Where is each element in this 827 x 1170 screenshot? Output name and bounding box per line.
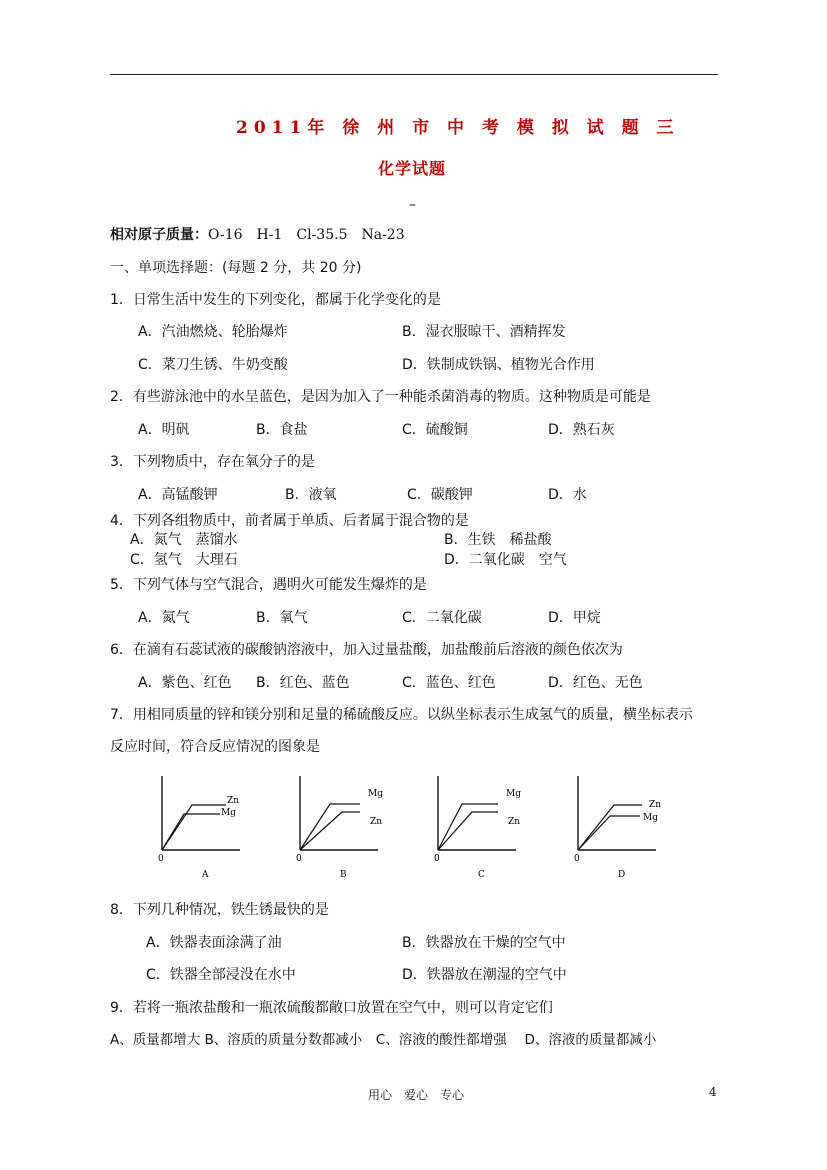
option: A．紫色、红色	[138, 675, 232, 691]
option: A．汽油燃烧、轮胎爆炸	[138, 324, 288, 340]
option: B．食盐	[256, 422, 308, 438]
footer-motto: 用心 爱心 专心	[368, 1088, 465, 1102]
option: A．高锰酸钾	[138, 487, 218, 503]
graph-a-upper-curve	[162, 805, 226, 850]
graph-d-label: D	[618, 870, 626, 880]
option: D．铁器放在潮湿的空气中	[402, 967, 567, 983]
graph-d-lower-curve	[578, 816, 640, 850]
graph-d-lower-label: Mg	[643, 813, 658, 823]
option: A．铁器表面涂满了油	[146, 935, 282, 951]
graph-a-lower-curve	[162, 814, 220, 850]
question-stem: 9．若将一瓶浓盐酸和一瓶浓硫酸都敞口放置在空气中，则可以肯定它们	[110, 1000, 553, 1016]
option: B．氧气	[256, 610, 308, 626]
question-stem-continued: 反应时间，符合反应情况的图象是	[110, 739, 320, 755]
page-number: 4	[709, 1085, 717, 1099]
atomic-mass-line	[110, 226, 405, 244]
atomic-mass-label: 相对原子质量：	[110, 227, 208, 243]
exam-title: 2011年 徐 州 市 中 考 模 拟 试 题 三	[236, 118, 680, 138]
graph-c	[434, 776, 521, 880]
graph-a	[158, 776, 240, 880]
option: D．二氧化碳 空气	[444, 552, 567, 568]
graph-b	[296, 776, 383, 880]
question-stem: 1．日常生活中发生的下列变化，都属于化学变化的是	[110, 292, 441, 308]
graph-c-upper-curve	[438, 804, 498, 850]
option: B．液氧	[285, 487, 337, 503]
exam-subtitle: 化学试题	[378, 159, 447, 178]
option: C．菜刀生锈、牛奶变酸	[138, 357, 288, 373]
option: A．氮气	[138, 610, 190, 626]
graph-a-upper-label: Zn	[227, 796, 240, 806]
option: D．熟石灰	[548, 422, 615, 438]
graph-d-origin: 0	[574, 854, 580, 864]
option: A．氮气 蒸馏水	[130, 532, 238, 548]
graph-a-lower-label: Mg	[221, 808, 236, 818]
option: C．蓝色、红色	[402, 675, 496, 691]
question-stem: 8．下列几种情况，铁生锈最快的是	[110, 902, 329, 918]
graph-d	[574, 776, 661, 880]
reaction-graphs	[150, 768, 680, 883]
graph-b-upper-curve	[300, 804, 360, 850]
option: C．硫酸铜	[402, 422, 468, 438]
graph-b-lower-label: Zn	[370, 817, 383, 827]
graph-c-upper-label: Mg	[506, 789, 521, 799]
question-stem: 5．下列气体与空气混合，遇明火可能发生爆炸的是	[110, 577, 427, 593]
atomic-mass-values: O-16 H-1 Cl-35.5 Na-23	[208, 227, 405, 243]
graph-b-lower-curve	[300, 812, 360, 850]
question-stem: 3．下列物质中，存在氧分子的是	[110, 454, 315, 470]
option: B．铁器放在干燥的空气中	[402, 935, 566, 951]
options-line: A、质量都增大 B、溶质的质量分数都减小 C、溶液的酸性都增强 D、溶液的质量都减小	[110, 1032, 657, 1048]
option: A．明矾	[138, 422, 190, 438]
graph-c-lower-curve	[438, 812, 498, 850]
graph-c-label: C	[478, 870, 485, 880]
option: D．红色、无色	[548, 675, 643, 691]
graph-a-origin: 0	[158, 854, 164, 864]
graph-d-upper-label: Zn	[649, 800, 662, 810]
question-stem: 6．在滴有石蕊试液的碳酸钠溶液中，加入过量盐酸，加盐酸前后溶液的颜色依次为	[110, 642, 623, 658]
option: B．湿衣服晾干、酒精挥发	[402, 324, 566, 340]
option: C．铁器全部浸没在水中	[146, 967, 296, 983]
option: D．铁制成铁锅、植物光合作用	[402, 357, 595, 373]
graph-d-upper-curve	[578, 805, 642, 850]
option: B．生铁 稀盐酸	[444, 532, 552, 548]
question-stem: 7．用相同质量的锌和镁分别和足量的稀硫酸反应。以纵坐标表示生成氢气的质量，横坐标表示	[110, 707, 693, 723]
graph-b-origin: 0	[296, 854, 302, 864]
question-stem: 4．下列各组物质中，前者属于单质、后者属于混合物的是	[110, 513, 469, 529]
graph-c-lower-label: Zn	[508, 817, 521, 827]
section-heading: 一、单项选择题：(每题 2 分，共 20 分)	[110, 260, 362, 276]
option: D．水	[548, 487, 587, 503]
header-rule	[110, 74, 718, 75]
title-dash: –	[409, 197, 416, 213]
option: D．甲烷	[548, 610, 601, 626]
graph-c-origin: 0	[434, 854, 440, 864]
option: C．碳酸钾	[407, 487, 473, 503]
graph-b-label: B	[340, 870, 347, 880]
graph-b-upper-label: Mg	[368, 789, 383, 799]
graph-a-label: A	[202, 870, 209, 880]
option: B．红色、蓝色	[256, 675, 350, 691]
option: C．氢气 大理石	[130, 552, 238, 568]
question-stem: 2．有些游泳池中的水呈蓝色，是因为加入了一种能杀菌消毒的物质。这种物质是可能是	[110, 389, 651, 405]
option: C．二氧化碳	[402, 610, 482, 626]
